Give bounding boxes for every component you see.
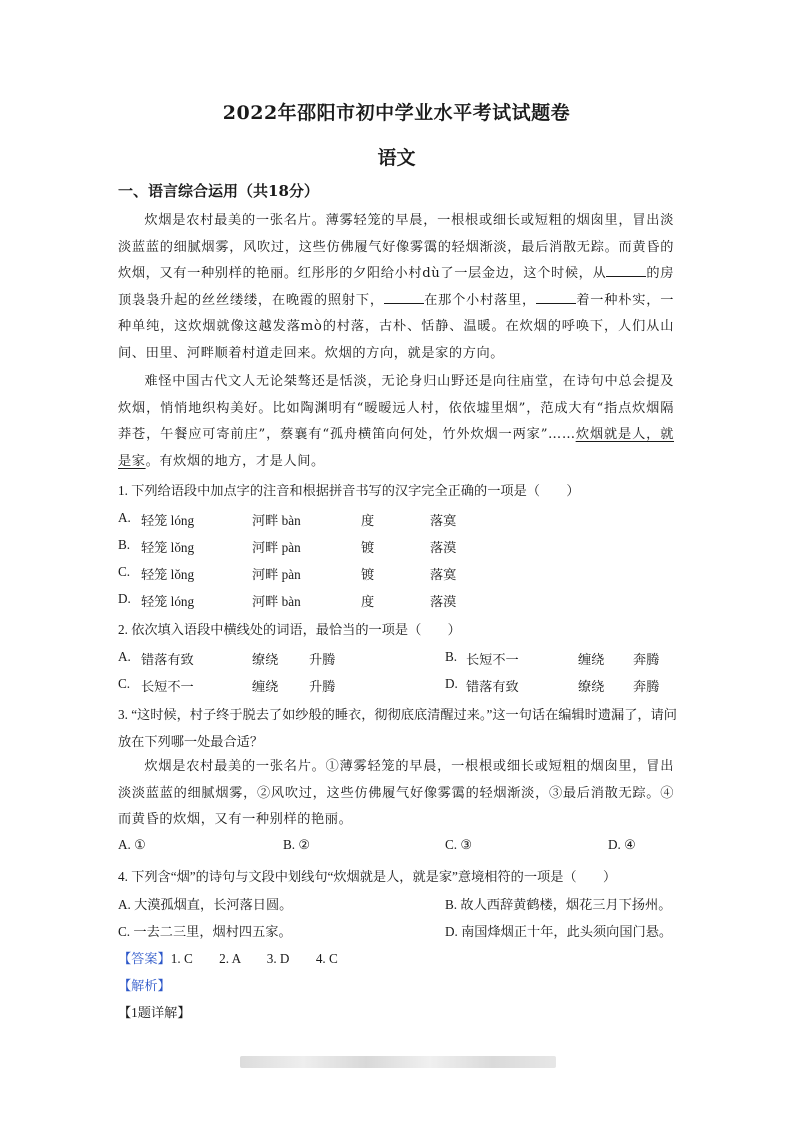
answer-line xyxy=(118,948,338,967)
q3-option-d: D. ④ xyxy=(608,837,636,852)
q2-option-d-w2: 缭绕 xyxy=(578,679,605,694)
q2-option-d-label: D. xyxy=(445,676,458,691)
q1-option-a-c2: 河畔 bàn xyxy=(252,513,301,528)
underlined-sentence: 炊烟就是人，就是家 xyxy=(118,427,675,469)
passage-text: 炊烟是农村最美的一张名片。薄雾轻笼的早晨，一根根或细长或短粗的烟囱里，冒出淡淡蓝蓝的细腻烟雾，风吹过，这些仿佛履气好像雾霭的轻烟渐淡，最后消散无踪。而黄昏的炊烟，又有一种别样的艳丽。红彤彤的夕阳给小村dù了一层金边，这个时候，从 xyxy=(118,213,674,282)
q3-option-a: A. ① xyxy=(118,837,146,852)
q2-option-c-w1: 长短不一 xyxy=(141,679,194,694)
q1-option-c-c1: 轻笼 lǒng xyxy=(141,567,195,582)
passage-text: 着一种朴实，一种单纯，这炊烟就像这越发落mò的村落，古朴、恬静、温暖。在炊烟的呼唤下，人们从山间、田里、河畔顺着村道走回来。炊烟的方向，就是家的方向。 xyxy=(118,292,674,361)
q1-option-d-c4: 落漠 xyxy=(430,594,457,609)
answer-tag: 【答案】 xyxy=(118,951,171,966)
q2-option-a-w3: 升腾 xyxy=(309,652,336,667)
question-2-stem: 2. 依次填入语段中横线处的词语，最恰当的一项是（ ） xyxy=(118,622,461,637)
q1-option-d-label: D. xyxy=(118,591,131,606)
q2-option-b-label: B. xyxy=(445,649,458,664)
q4-option-c: C. 一去二三里，烟村四五家。 xyxy=(118,924,292,939)
q2-option-c-w2: 缠绕 xyxy=(252,679,279,694)
question-1-stem: 1. 下列给语段中加点字的注音和根据拼音书写的汉字完全正确的一项是（ ） xyxy=(118,483,580,498)
question-3-stem: 3. “这时候，村子终于脱去了如纱般的睡衣，彻彻底底清醒过来。”这一句话在编辑时遗漏了，请问放在下列哪一处最合适？ xyxy=(118,707,677,749)
q4-option-a: A. 大漠孤烟直，长河落日圆。 xyxy=(118,897,293,912)
passage-text: 难怪中国古代文人无论桀骜还是恬淡，无论身归山野还是向往庙堂，在诗句中总会提及炊烟，悄悄地织构美好。比如陶渊明有“暧暧远人村，依依墟里烟”，范成大有“指点炊烟隔莽苍，午餐应可寄前庄”，蔡襄有“孤舟横笛向何处，竹外炊烟一两家”…… xyxy=(118,374,674,443)
analysis-tag: 【解析】 xyxy=(118,978,171,993)
q1-option-a-c4: 落寞 xyxy=(430,513,457,528)
q1-option-c-c3: 镀 xyxy=(361,567,375,582)
blurred-footer-watermark xyxy=(240,1056,556,1068)
q1-option-b-c3: 镀 xyxy=(361,540,375,555)
q1-option-a-c1: 轻笼 lóng xyxy=(141,513,195,528)
q1-option-c-c2: 河畔 pàn xyxy=(252,567,301,582)
q2-option-a-w1: 错落有致 xyxy=(141,652,194,667)
blank-line xyxy=(536,302,576,304)
q4-option-d: D. 南国烽烟正十年，此头须向国门悬。 xyxy=(445,924,673,939)
q1-option-c-label: C. xyxy=(118,564,131,579)
passage-text: 在那个小村落里， xyxy=(423,292,537,308)
q3-option-c: C. ③ xyxy=(445,837,473,852)
blank-line xyxy=(384,302,424,304)
section-heading: 一、语言综合运用（共18分） xyxy=(118,182,319,200)
q1-option-a-c3: 度 xyxy=(361,513,375,528)
q2-option-a-w2: 缭绕 xyxy=(252,652,279,667)
passage-paragraph-2 xyxy=(118,369,674,475)
q1-option-a-label: A. xyxy=(118,510,131,525)
q1-option-b-label: B. xyxy=(118,537,131,552)
q1-option-d-c3: 度 xyxy=(361,594,375,609)
q2-option-d-w1: 错落有致 xyxy=(466,679,519,694)
q2-option-b-w2: 缠绕 xyxy=(578,652,605,667)
exam-title: 2022年邵阳市初中学业水平考试试题卷 xyxy=(222,102,571,124)
q1-option-c-c4: 落寞 xyxy=(430,567,457,582)
q2-option-d-w3: 奔腾 xyxy=(633,679,660,694)
q1-option-d-c1: 轻笼 lóng xyxy=(141,594,195,609)
detail-label: 【1题详解】 xyxy=(118,1005,191,1020)
passage-text: 。有炊烟的地方，才是人间。 xyxy=(145,453,325,469)
q1-option-b-c2: 河畔 pàn xyxy=(252,540,301,555)
passage-paragraph-1 xyxy=(118,208,674,368)
subject-title: 语文 xyxy=(377,147,416,169)
q2-option-b-w1: 长短不一 xyxy=(466,652,519,667)
q3-option-b: B. ② xyxy=(283,837,311,852)
q2-option-b-w3: 奔腾 xyxy=(633,652,660,667)
q2-option-c-w3: 升腾 xyxy=(309,679,336,694)
q1-option-b-c4: 落漠 xyxy=(430,540,457,555)
q2-option-a-label: A. xyxy=(118,649,131,664)
q1-option-d-c2: 河畔 bàn xyxy=(252,594,301,609)
q1-option-b-c1: 轻笼 lǒng xyxy=(141,540,195,555)
question-4-stem: 4. 下列含“烟”的诗句与文段中划线句“炊烟就是人，就是家”意境相符的一项是（ ） xyxy=(118,869,617,884)
answer-text: 1. C 2. A 3. D 4. C xyxy=(170,951,338,966)
passage-text: 的房顶袅袅升起的丝丝缕缕，在晚霞的照射下， xyxy=(118,266,674,308)
q4-option-b: B. 故人西辞黄鹤楼，烟花三月下扬州。 xyxy=(445,897,672,912)
q2-option-c-label: C. xyxy=(118,676,131,691)
blank-line xyxy=(606,275,646,277)
question-3-passage: 炊烟是农村最美的一张名片。①薄雾轻笼的早晨，一根根或细长或短粗的烟囱里，冒出淡淡蓝蓝的细腻烟雾，②风吹过，这些仿佛履气好像雾霭的轻烟渐淡，③最后消散无踪。④而黄昏的炊烟，又有一种别样的艳丽。 xyxy=(118,759,674,828)
